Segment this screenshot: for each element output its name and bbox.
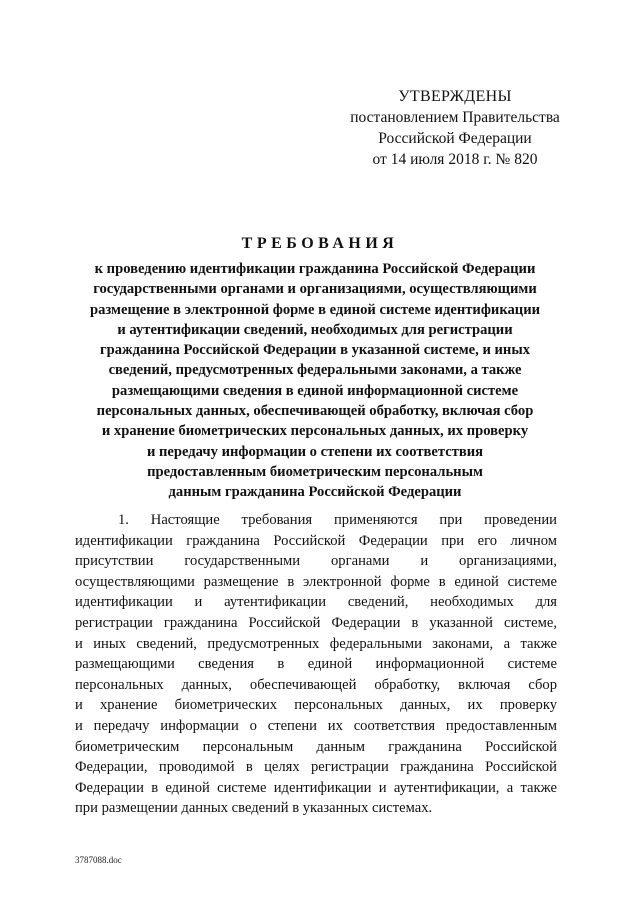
paragraph-line: размещающими сведения в единой информационной системе	[75, 656, 557, 673]
footer-file-code: 3787088.doc	[75, 855, 122, 865]
subtitle-line: данным гражданина Российской Федерации	[168, 484, 462, 501]
paragraph-line: и иных сведений, предусмотренных федеральными законами, а также	[75, 635, 557, 652]
paragraph-line: идентификации гражданина Российской Федерации при его личном	[75, 532, 557, 549]
subtitle-line: персональных данных, обеспечивающей обработку, включая сбор	[96, 403, 534, 420]
paragraph-line: и передачу информации о степени их соответствия предоставленным	[75, 717, 557, 734]
subtitle-line: и передачу информации о степени их соответствия	[146, 443, 484, 460]
paragraph-line: присутствии государственными органами и организациями,	[75, 553, 557, 570]
subtitle-line: сведений, предусмотренных федеральными законами, а также	[108, 362, 522, 379]
paragraph-line: регистрации гражданина Российской Федерации в указанной системе,	[75, 614, 557, 631]
subtitle-line: размещающими сведения в единой информационной системе	[111, 382, 519, 399]
document-title: ТРЕБОВАНИЯ	[241, 235, 399, 252]
subtitle-line: предоставленным биометрическим персональным	[147, 463, 483, 480]
paragraph-line: при размещении данных сведений в указанных системах.	[75, 800, 433, 817]
paragraph-line: Федерации, проводимой в целях регистрации гражданина Российской	[75, 759, 557, 776]
approval-stamp	[330, 86, 580, 170]
approval-line-2: Российской Федерации	[378, 130, 532, 147]
paragraph-line: и хранение биометрических персональных данных, их проверку	[75, 697, 557, 714]
subtitle-line: и хранение биометрических персональных данных, их проверку	[101, 423, 529, 440]
subtitle-line: гражданина Российской Федерации в указанной системе, и иных	[99, 342, 531, 359]
approval-line-3: от 14 июля 2018 г. № 820	[372, 151, 538, 168]
subtitle-line: к проведению идентификации гражданина Российской Федерации	[94, 261, 536, 277]
document-subtitle	[80, 259, 550, 503]
paragraph-line: персональных данных, обеспечивающей обработку, включая сбор	[75, 676, 557, 693]
subtitle-line: и аутентификации сведений, необходимых для регистрации	[117, 321, 513, 338]
paragraph-line: Федерации в единой системе идентификации и аутентификации, а также	[75, 779, 557, 796]
paragraph-line: 1. Настоящие требования применяются при проведении	[118, 512, 557, 528]
paragraph-line: осуществляющими размещение в электронной форме в единой системе	[75, 573, 557, 590]
subtitle-line: размещение в электронной форме в единой системе идентификации	[89, 301, 541, 318]
paragraph-1	[75, 510, 557, 819]
subtitle-line: государственными органами и организациями, осуществляющими	[93, 281, 537, 298]
paragraph-line: биометрическим персональным данным гражданина Российской	[75, 738, 557, 755]
paragraph-line: идентификации и аутентификации сведений, необходимых для	[75, 594, 557, 611]
approval-line-1: постановлением Правительства	[350, 109, 560, 126]
approval-heading: УТВЕРЖДЕНЫ	[398, 88, 512, 105]
